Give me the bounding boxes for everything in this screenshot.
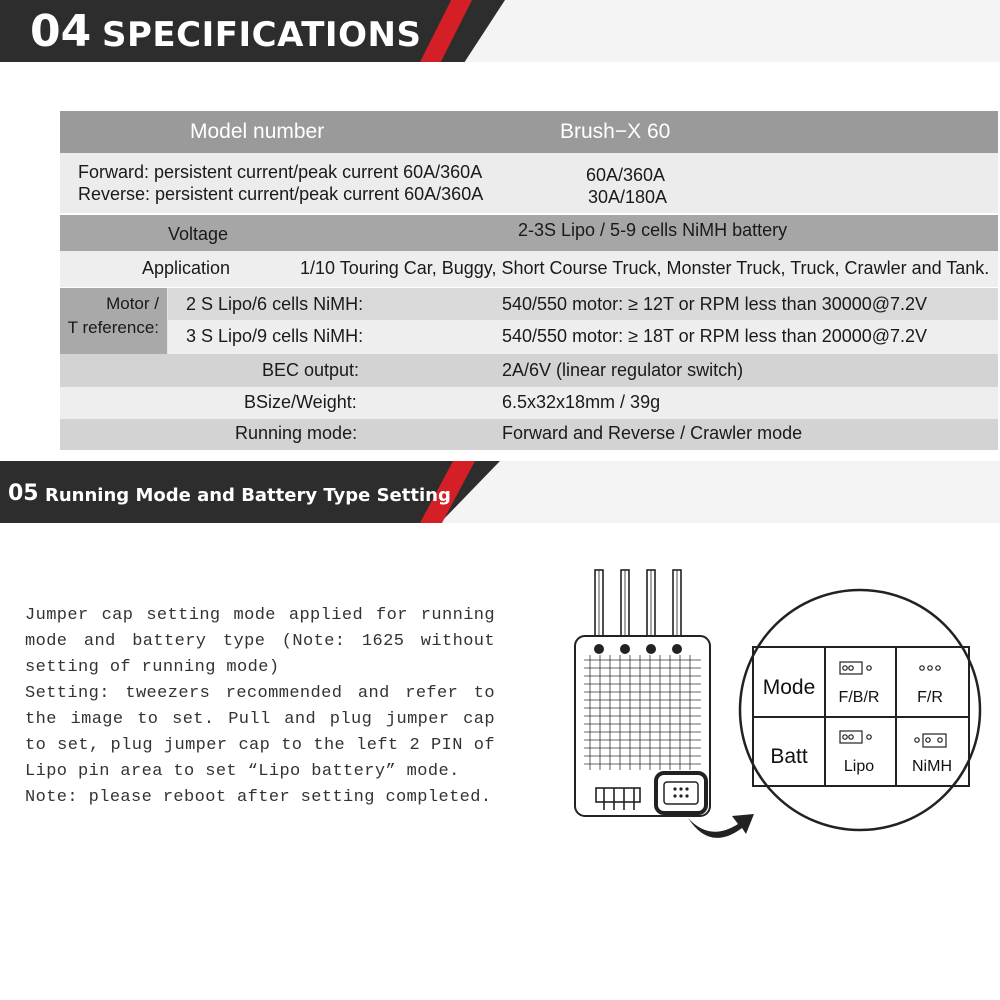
lipo-label: Lipo [843, 758, 875, 775]
section-05-header [0, 461, 1000, 523]
forward-value: 60A/360A [586, 165, 666, 185]
motor-3s-label: 3 S Lipo/9 cells NiMH: [186, 326, 364, 346]
motor-label-line1: Motor / [106, 294, 159, 313]
bec-value: 2A/6V (linear regulator switch) [502, 360, 744, 380]
spec-row-bec [60, 354, 998, 387]
zoom-arrow [688, 814, 754, 838]
voltage-label: Voltage [168, 224, 229, 244]
motor-3s-value: 540/550 motor: ≥ 18T or RPM less than 20000@7.2V [502, 326, 928, 346]
description-paragraph: Setting: tweezers recommended and refer to the image to set. Pull and plug jumper cap to set, plug jumper cap to the left 2 PIN of Lipo pin area to set “Lipo battery” mode. [25, 684, 495, 781]
motor-2s-value: 540/550 motor: ≥ 12T or RPM less than 30000@7.2V [502, 294, 928, 314]
esc-jumper-diagram [560, 560, 1000, 860]
spec-row-application [60, 251, 998, 287]
spec-row-voltage [60, 215, 998, 251]
description-paragraph: Note: please reboot after setting completed. [25, 788, 492, 807]
application-value: 1/10 Touring Car, Buggy, Short Course Truck, Monster Truck, Truck, Crawler and Tank. [300, 258, 990, 278]
spec-row-motor [60, 288, 998, 354]
fbr-label: F/B/R [838, 689, 880, 706]
motor-label-cell [60, 288, 167, 354]
model-value: Brush−X 60 [560, 120, 671, 143]
section-number: 04 [30, 6, 92, 57]
jumper-highlight [656, 773, 706, 813]
mode-label: Mode [762, 676, 816, 699]
reverse-label: Reverse: persistent current/peak current 60A/360A [78, 184, 484, 204]
voltage-value: 2-3S Lipo / 5-9 cells NiMH battery [518, 220, 788, 240]
spec-row-model [60, 111, 998, 153]
section-04-header [0, 0, 1000, 62]
fr-label: F/R [917, 689, 943, 706]
spec-table [60, 111, 998, 450]
section-title: Running Mode and Battery Type Setting [45, 485, 451, 506]
size-value: 6.5x32x18mm / 39g [502, 392, 661, 412]
size-label: BSize/Weight: [244, 392, 357, 412]
section-title: SPECIFICATIONS [102, 15, 422, 55]
magnifier-circle [740, 590, 980, 830]
batt-label: Batt [770, 745, 808, 768]
nimh-label: NiMH [912, 758, 952, 775]
forward-label: Forward: persistent current/peak current 60A/360A [78, 162, 483, 182]
setting-description [25, 603, 495, 811]
reverse-value: 30A/180A [588, 187, 668, 207]
application-label: Application [142, 258, 231, 278]
spec-row-current [60, 153, 998, 213]
model-label: Model number [190, 120, 325, 143]
spec-row-size [60, 387, 998, 419]
bec-label: BEC output: [262, 360, 360, 380]
section-number: 05 [8, 481, 39, 506]
spec-row-running-mode [60, 419, 998, 450]
motor-label-line2: T reference: [67, 318, 159, 337]
running-value: Forward and Reverse / Crawler mode [502, 423, 803, 443]
description-paragraph: Jumper cap setting mode applied for running mode and battery type (Note: 1625 without setting of running mode) [25, 606, 495, 677]
motor-2s-label: 2 S Lipo/6 cells NiMH: [186, 294, 364, 314]
running-label: Running mode: [235, 423, 358, 443]
